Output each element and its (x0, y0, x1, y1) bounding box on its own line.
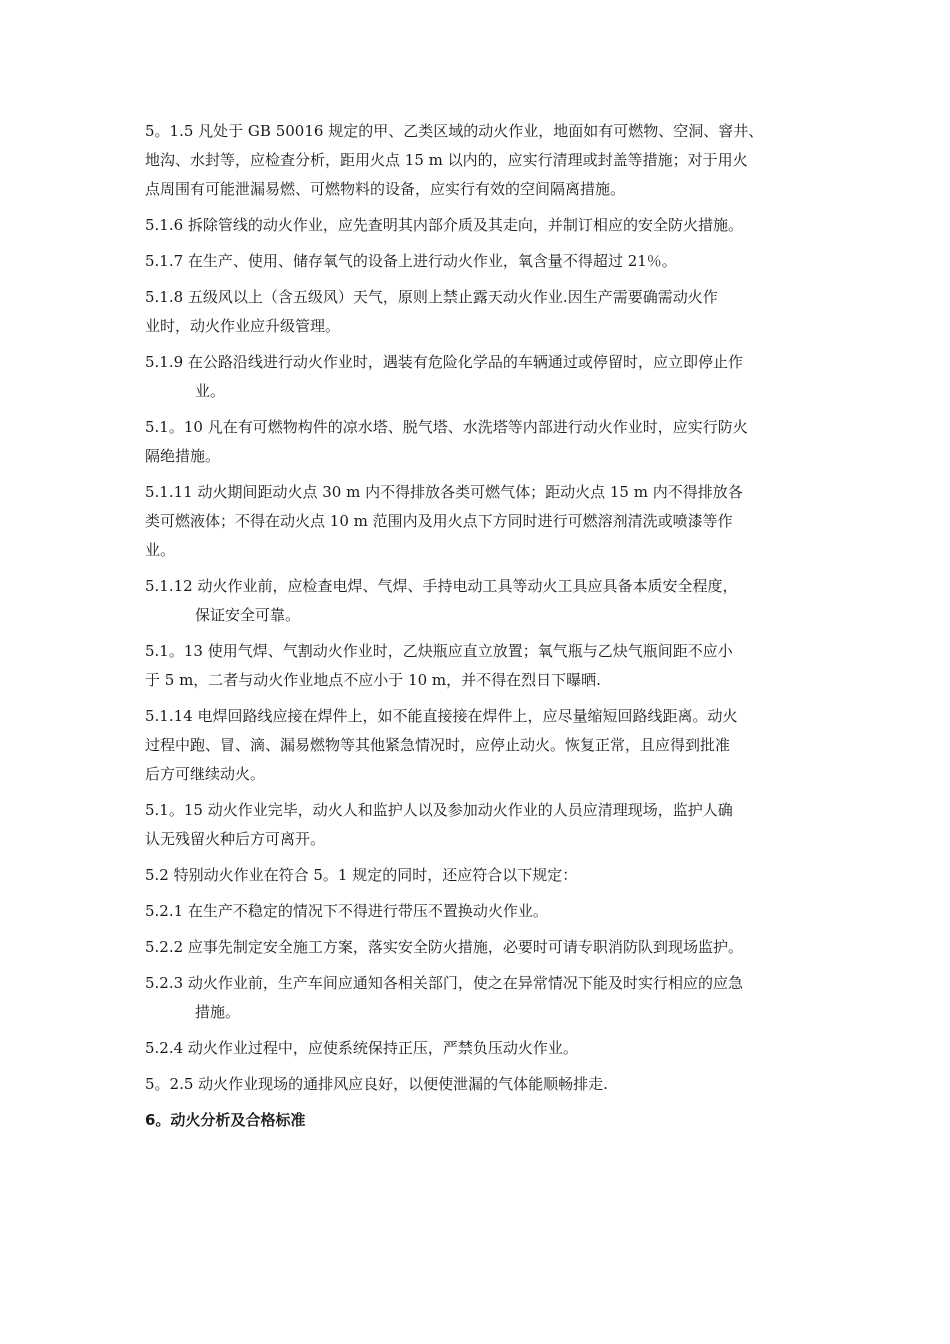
paragraph (145, 348, 825, 406)
paragraph (145, 637, 825, 695)
paragraph (145, 1034, 825, 1063)
paragraph-line: 后方可继续动火。 (145, 765, 266, 783)
paragraph-line: 认无残留火种后方可离开。 (145, 830, 326, 848)
paragraph-list (145, 117, 825, 1099)
paragraph-line: 隔绝措施。 (145, 447, 221, 465)
paragraph (145, 117, 825, 204)
paragraph (145, 702, 825, 789)
paragraph (145, 211, 825, 240)
paragraph (145, 247, 825, 276)
paragraph-line: 地沟、水封等，应检查分析，距用火点 15 m 以内的，应实行清理或封盖等措施；对于用火 (145, 151, 748, 169)
paragraph-line: 5.1.11 动火期间距动火点 30 m 内不得排放各类可燃气体；距动火点 15 m 内不得排放各 (145, 483, 743, 501)
paragraph-line: 5.1。15 动火作业完毕，动火人和监护人以及参加动火作业的人员应清理现场，监护人确 (145, 801, 733, 819)
paragraph-line: 业。 (145, 541, 176, 559)
paragraph-line: 5.1.12 动火作业前，应检查电焊、气焊、手持电动工具等动火工具应具备本质安全程度， (145, 577, 738, 595)
paragraph-line: 业。 (195, 382, 226, 400)
paragraph-line: 5.1.9 在公路沿线进行动火作业时，遇装有危险化学品的车辆通过或停留时，应立即停止作 (145, 353, 743, 371)
paragraph (145, 1070, 825, 1099)
paragraph (145, 478, 825, 565)
paragraph-line: 5.1。13 使用气焊、气割动火作业时，乙炔瓶应直立放置；氧气瓶与乙炔气瓶间距不应小 (145, 642, 733, 660)
paragraph-line: 5.2 特别动火作业在符合 5。1 规定的同时，还应符合以下规定： (145, 866, 578, 884)
paragraph-line: 过程中跑、冒、滴、漏易燃物等其他紧急情况时，应停止动火。恢复正常，且应得到批准 (145, 736, 731, 754)
paragraph (145, 933, 825, 962)
paragraph (145, 969, 825, 1027)
paragraph (145, 572, 825, 630)
paragraph-line: 点周围有可能泄漏易燃、可燃物料的设备，应实行有效的空间隔离措施。 (145, 180, 626, 198)
paragraph-line: 5.1。10 凡在有可燃物构件的凉水塔、脱气塔、水洗塔等内部进行动火作业时，应实行防火 (145, 418, 748, 436)
document-body (145, 117, 825, 1135)
paragraph (145, 897, 825, 926)
paragraph-line: 5.1.14 电焊回路线应接在焊件上，如不能直接接在焊件上，应尽量缩短回路线距离。动火 (145, 707, 738, 725)
paragraph-line: 措施。 (195, 1003, 241, 1021)
paragraph-line: 5.2.2 应事先制定安全施工方案，落实安全防火措施，必要时可请专职消防队到现场监护。 (145, 938, 743, 956)
paragraph (145, 413, 825, 471)
paragraph-line: 类可燃液体；不得在动火点 10 m 范围内及用火点下方同时进行可燃溶剂清洗或喷漆等作 (145, 512, 733, 530)
paragraph-line: 5.2.3 动火作业前，生产车间应通知各相关部门，使之在异常情况下能及时实行相应的应急 (145, 974, 743, 992)
paragraph-line: 5.1.8 五级风以上（含五级风）天气，原则上禁止露天动火作业.因生产需要确需动火作 (145, 288, 718, 306)
paragraph-line: 保证安全可靠。 (195, 606, 301, 624)
paragraph (145, 861, 825, 890)
section-heading: 6。动火分析及合格标准 (145, 1111, 306, 1129)
paragraph-line: 5。2.5 动火作业现场的通排风应良好，以便使泄漏的气体能顺畅排走. (145, 1075, 608, 1093)
paragraph (145, 283, 825, 341)
paragraph-line: 5.1.7 在生产、使用、储存氧气的设备上进行动火作业，氧含量不得超过 21％。 (145, 252, 677, 270)
paragraph-line: 业时，动火作业应升级管理。 (145, 317, 341, 335)
paragraph-line: 于 5 m，二者与动火作业地点不应小于 10 m，并不得在烈日下曝晒. (145, 671, 601, 689)
paragraph (145, 796, 825, 854)
paragraph-line: 5.2.1 在生产不稳定的情况下不得进行带压不置换动火作业。 (145, 902, 548, 920)
paragraph-line: 5。1.5 凡处于 GB 50016 规定的甲、乙类区域的动火作业，地面如有可燃物、空洞、窨井、 (145, 122, 764, 140)
paragraph-line: 5.1.6 拆除管线的动火作业，应先查明其内部介质及其走向，并制订相应的安全防火措施。 (145, 216, 743, 234)
paragraph-line: 5.2.4 动火作业过程中，应使系统保持正压，严禁负压动火作业。 (145, 1039, 578, 1057)
